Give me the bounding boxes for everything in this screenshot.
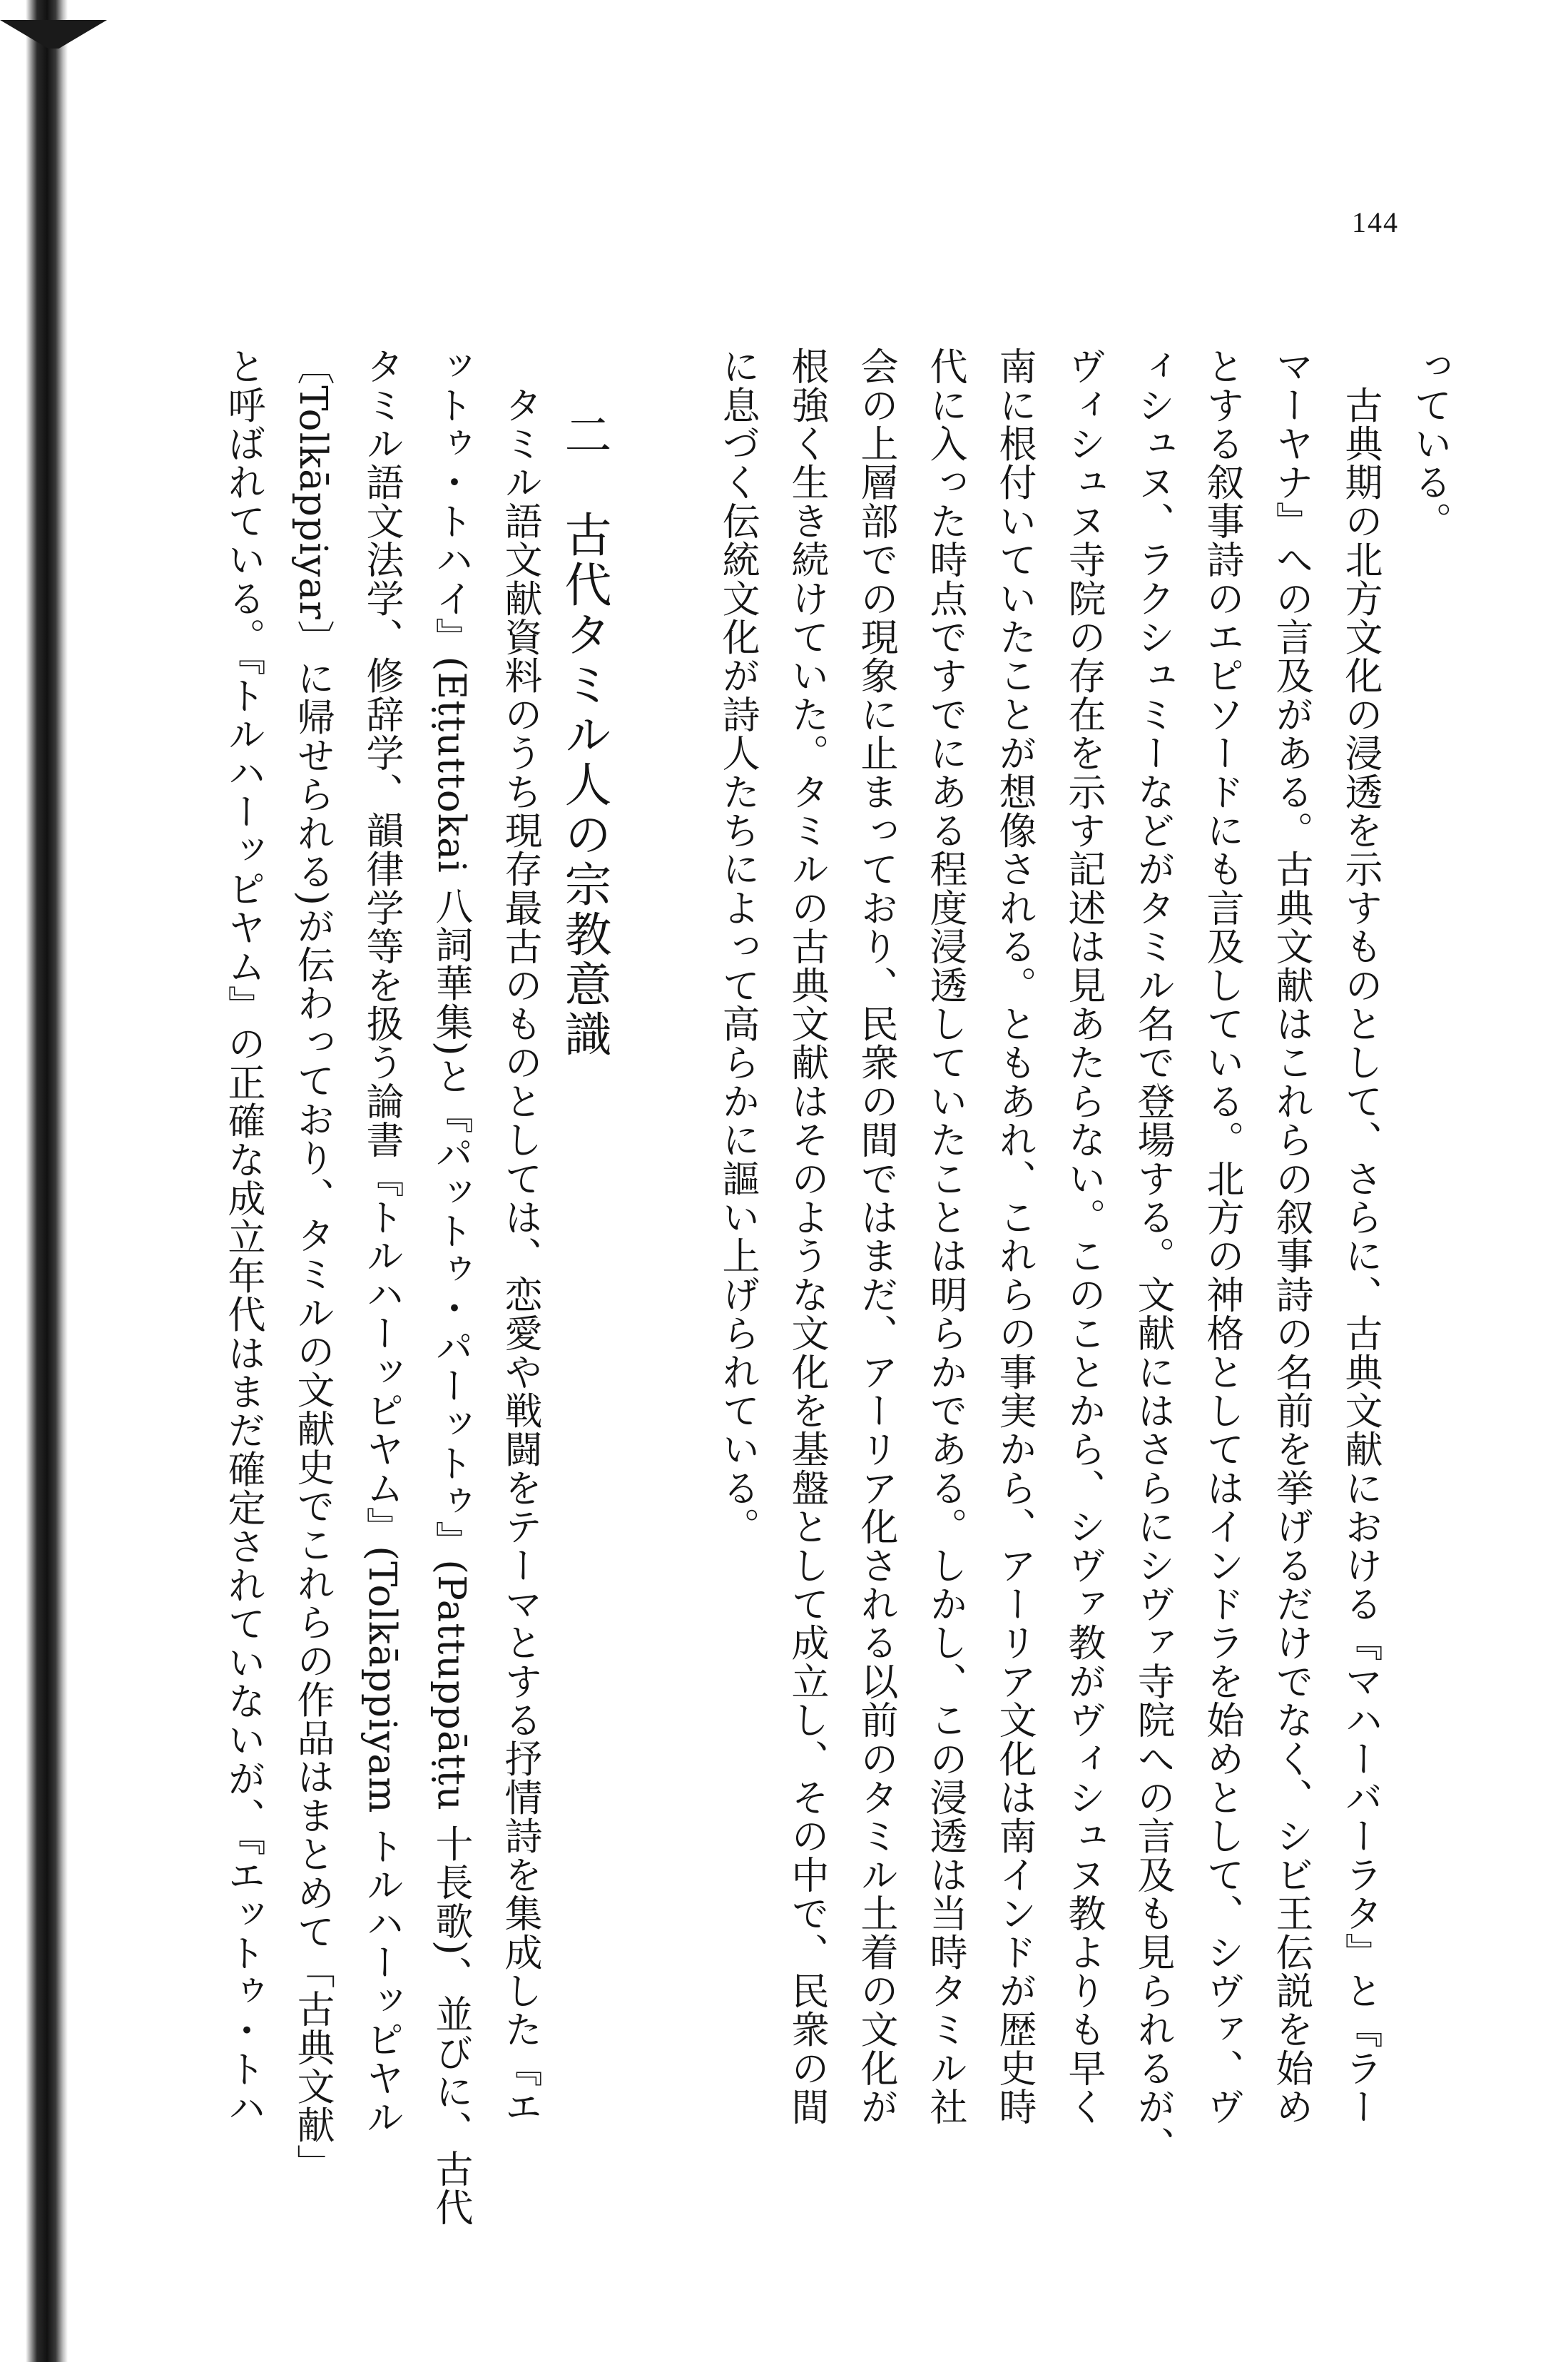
section-heading: 二 古代タミル人の宗教意識 — [556, 410, 611, 1060]
binding-shadow — [0, 0, 68, 2362]
paragraph-northern-culture: っている。 古典期の北方文化の浸透を示すものとして、さらに、古典文献における『マハーバーラタ』と『ラー マーヤナ』への言及がある。古典文献はこれらの叙事詩の名前を挙げるだけでなく、シビ王伝説を始め とする叙事詩のエピソードにも言及している。北方の神格としてはインドラを始めとして、シヴァ、ヴ ィシュヌ、ラクシュミーなどがタミル名で登場する。文献にはさらにシヴァ寺院への言及も見られるが、 ヴィシュヌ寺院の存在を示す記述は見あたらない。このことから、シヴァ教がヴィシュヌ教よりも早く 南に根付いていたことが想像される。ともあれ、これらの事実から、アーリア文化は南インドが歴史時 代に入った時点ですでにある程度浸透していたことは明らかである。しかし、この浸透は当時タミル社 会の上層部での現象に止まっており、民衆の間ではまだ、アーリア化される以前のタミル土着の文化が 根強く生き続けていた。タミルの古典文献はそのような文化を基盤として成立し、その中で、民衆の間 に息づく伝統文化が詩人たちによって高らかに謳い上げられている。 — [716, 347, 1452, 2165]
page-number: 144 — [1352, 206, 1399, 238]
paragraph-tamil-literature: タミル語文献資料のうち現存最古のものとしては、恋愛や戦闘をテーマとする抒情詩を集成した『エ ットゥ・トハイ』(Eṭṭuttokai 八詞華集)と『パットゥ・パーットゥ』(Pattuppāṭṭu 十長歌)、並びに、古代 タミル語文法学、修辞学、韻律学等を扱う論書『トルハーッピヤム』(Tolkāppiyam トルハーッピヤル 〔Tolkāppiyar〕に帰せられる)が伝わっており、タミルの文献史でこれらの作品はまとめて「古典文献」 と呼ばれている。『トルハーッピヤム』の正確な成立年代はまだ確定されていないが、『エットゥ・トハ — [222, 347, 542, 2227]
